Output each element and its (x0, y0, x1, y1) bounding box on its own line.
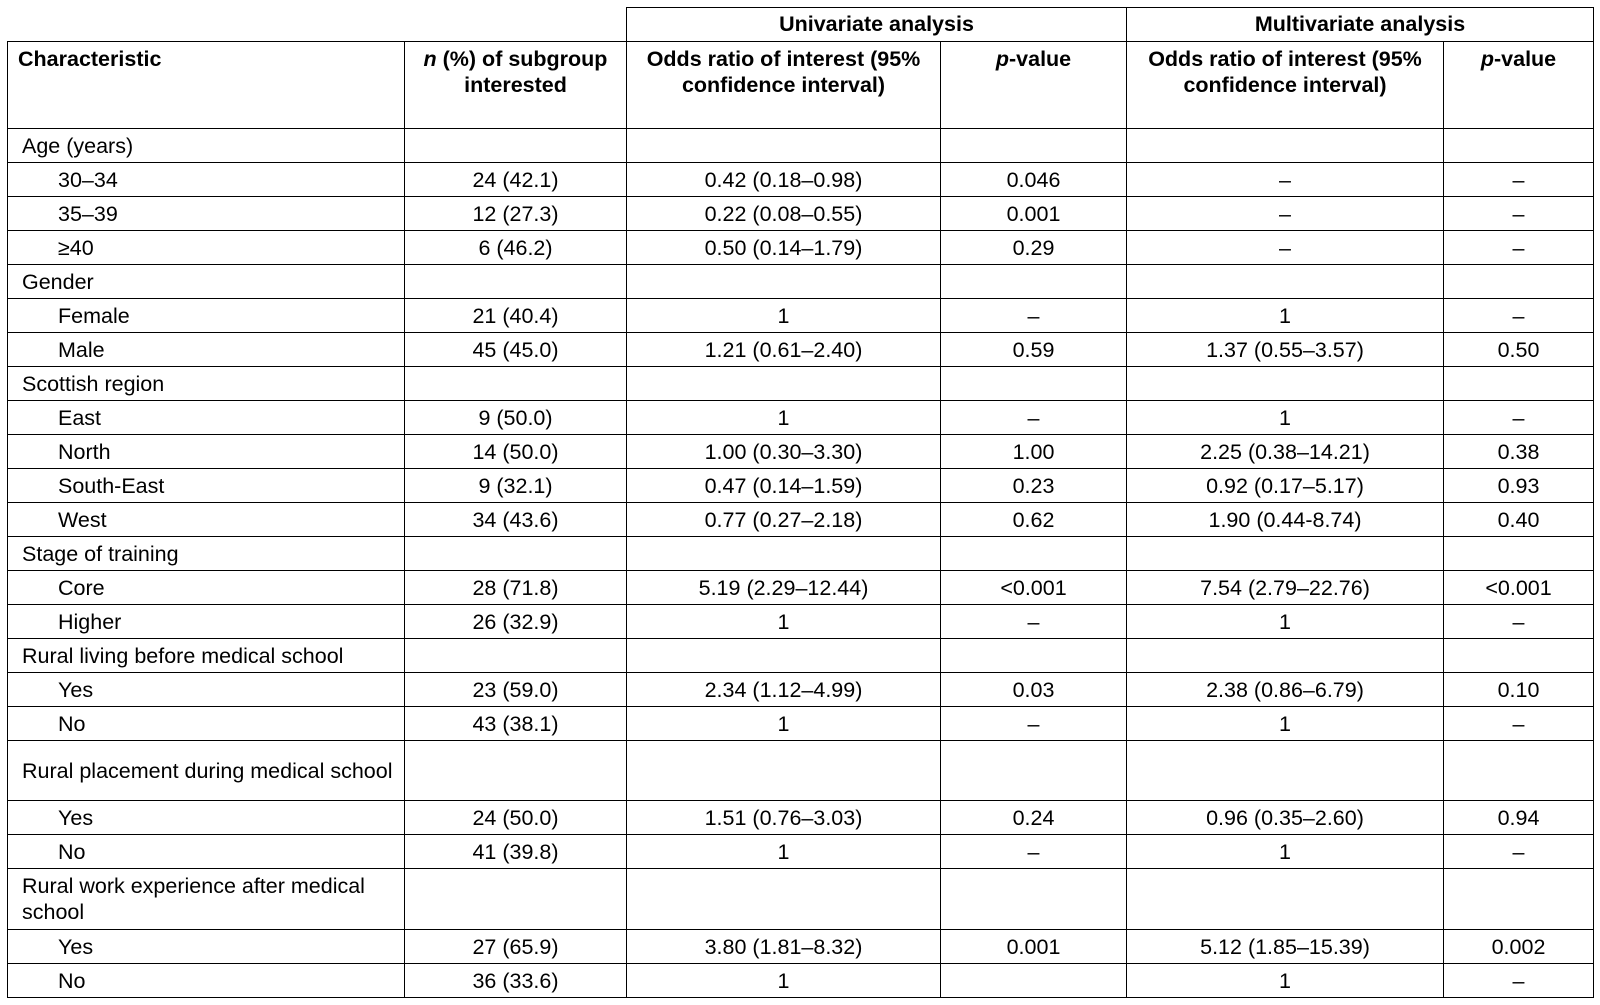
p-multi-cell (1444, 367, 1594, 401)
group-header-row (8, 8, 1594, 42)
p-uni-cell (941, 964, 1127, 998)
p-multi-cell (1444, 869, 1594, 930)
or-uni-cell (627, 367, 941, 401)
table-row (8, 435, 1594, 469)
p-uni-cell: – (941, 605, 1127, 639)
category-label: Stage of training (8, 537, 405, 571)
table-row (8, 571, 1594, 605)
or-multi-cell: 1.37 (0.55–3.57) (1127, 333, 1444, 367)
table-row-category (8, 639, 1594, 673)
table-row (8, 835, 1594, 869)
n-cell (405, 129, 627, 163)
p-multi-cell: 0.10 (1444, 673, 1594, 707)
group-header-spacer (8, 8, 627, 42)
p-multi-cell (1444, 741, 1594, 801)
p-uni-cell: 0.29 (941, 231, 1127, 265)
p-multi-cell: 0.93 (1444, 469, 1594, 503)
p-uni-cell (941, 639, 1127, 673)
or-uni-cell (627, 129, 941, 163)
or-uni-cell: 2.34 (1.12–4.99) (627, 673, 941, 707)
row-label: ≥40 (8, 231, 405, 265)
n-cell: 12 (27.3) (405, 197, 627, 231)
n-italic: n (423, 47, 437, 71)
odds-ratio-table (7, 7, 1594, 998)
odds-ratio-table-container (7, 7, 1593, 998)
p-uni-cell: 1.00 (941, 435, 1127, 469)
n-cell: 9 (50.0) (405, 401, 627, 435)
or-multi-cell: – (1127, 197, 1444, 231)
row-label: Yes (8, 801, 405, 835)
p-multi-cell (1444, 537, 1594, 571)
or-multi-cell: 5.12 (1.85–15.39) (1127, 930, 1444, 964)
n-cell: 9 (32.1) (405, 469, 627, 503)
category-label: Age (years) (8, 129, 405, 163)
p2-italic: p (1480, 47, 1494, 71)
n-cell: 24 (42.1) (405, 163, 627, 197)
table-row-category (8, 869, 1594, 930)
p-multi-cell: – (1444, 231, 1594, 265)
p-uni-cell (941, 869, 1127, 930)
p-uni-cell: – (941, 835, 1127, 869)
p-rest: -value (1009, 47, 1072, 71)
n-cell (405, 265, 627, 299)
n-cell (405, 367, 627, 401)
n-cell (405, 869, 627, 930)
n-cell: 41 (39.8) (405, 835, 627, 869)
p-multi-cell (1444, 639, 1594, 673)
table-row-category (8, 265, 1594, 299)
p-uni-cell: – (941, 707, 1127, 741)
n-cell: 6 (46.2) (405, 231, 627, 265)
or-multi-cell: 2.38 (0.86–6.79) (1127, 673, 1444, 707)
or-uni-cell: 0.50 (0.14–1.79) (627, 231, 941, 265)
or-uni-cell: 1 (627, 299, 941, 333)
univariate-or-column-header: Odds ratio of interest (95% confidence interval) (627, 42, 941, 129)
or-uni-cell: 1 (627, 605, 941, 639)
or-uni-cell: 1 (627, 401, 941, 435)
p-multi-cell: <0.001 (1444, 571, 1594, 605)
or-multi-cell (1127, 367, 1444, 401)
p-multi-cell: – (1444, 707, 1594, 741)
or-uni-cell: 3.80 (1.81–8.32) (627, 930, 941, 964)
table-row (8, 333, 1594, 367)
row-label: Female (8, 299, 405, 333)
table-row (8, 930, 1594, 964)
or-uni-cell: 1.00 (0.30–3.30) (627, 435, 941, 469)
p-uni-cell: – (941, 299, 1127, 333)
or-uni-cell: 1.51 (0.76–3.03) (627, 801, 941, 835)
univariate-group-header: Univariate analysis (627, 8, 1127, 42)
univariate-p-column-header (941, 42, 1127, 129)
row-label: No (8, 835, 405, 869)
category-label: Rural work experience after medical school (8, 869, 405, 930)
or-uni-cell (627, 537, 941, 571)
n-cell: 28 (71.8) (405, 571, 627, 605)
or-multi-cell (1127, 741, 1444, 801)
row-label: No (8, 707, 405, 741)
table-row (8, 801, 1594, 835)
p-uni-cell: 0.001 (941, 930, 1127, 964)
category-label: Scottish region (8, 367, 405, 401)
row-label: 30–34 (8, 163, 405, 197)
p-uni-cell: – (941, 401, 1127, 435)
row-label: Yes (8, 930, 405, 964)
or-uni-cell (627, 741, 941, 801)
or-multi-cell: 0.96 (0.35–2.60) (1127, 801, 1444, 835)
n-cell: 45 (45.0) (405, 333, 627, 367)
p-uni-cell: 0.23 (941, 469, 1127, 503)
row-label: Core (8, 571, 405, 605)
table-row (8, 401, 1594, 435)
p-uni-cell: 0.046 (941, 163, 1127, 197)
multivariate-group-header: Multivariate analysis (1127, 8, 1594, 42)
category-label: Rural living before medical school (8, 639, 405, 673)
p-multi-cell: – (1444, 299, 1594, 333)
table-row (8, 163, 1594, 197)
or-multi-cell: 7.54 (2.79–22.76) (1127, 571, 1444, 605)
p-multi-cell (1444, 265, 1594, 299)
n-percent-column-header (405, 42, 627, 129)
n-cell: 14 (50.0) (405, 435, 627, 469)
row-label: East (8, 401, 405, 435)
or-uni-cell: 1.21 (0.61–2.40) (627, 333, 941, 367)
p-multi-cell: 0.002 (1444, 930, 1594, 964)
table-row (8, 964, 1594, 998)
or-uni-cell: 0.42 (0.18–0.98) (627, 163, 941, 197)
or-multi-cell: – (1127, 163, 1444, 197)
p-uni-cell: <0.001 (941, 571, 1127, 605)
p-uni-cell: 0.03 (941, 673, 1127, 707)
or-multi-cell: – (1127, 231, 1444, 265)
p-multi-cell: – (1444, 605, 1594, 639)
p-uni-cell (941, 741, 1127, 801)
or-multi-cell: 2.25 (0.38–14.21) (1127, 435, 1444, 469)
p-multi-cell: – (1444, 835, 1594, 869)
row-label: West (8, 503, 405, 537)
or-multi-cell: 1 (1127, 299, 1444, 333)
p-uni-cell: 0.001 (941, 197, 1127, 231)
n-cell: 43 (38.1) (405, 707, 627, 741)
p-multi-cell: 0.38 (1444, 435, 1594, 469)
or-multi-cell (1127, 129, 1444, 163)
or-multi-cell: 1 (1127, 835, 1444, 869)
or-multi-cell (1127, 537, 1444, 571)
p-multi-cell: 0.40 (1444, 503, 1594, 537)
p-uni-cell: 0.62 (941, 503, 1127, 537)
p-uni-cell (941, 129, 1127, 163)
p-multi-cell: – (1444, 964, 1594, 998)
p-uni-cell: 0.24 (941, 801, 1127, 835)
or-uni-cell: 0.22 (0.08–0.55) (627, 197, 941, 231)
or-uni-cell: 0.47 (0.14–1.59) (627, 469, 941, 503)
table-row-category (8, 741, 1594, 801)
or-multi-cell: 1 (1127, 964, 1444, 998)
table-row (8, 299, 1594, 333)
table-row-category (8, 537, 1594, 571)
p-multi-cell: 0.50 (1444, 333, 1594, 367)
multivariate-p-column-header (1444, 42, 1594, 129)
n-cell: 34 (43.6) (405, 503, 627, 537)
table-row-category (8, 367, 1594, 401)
row-label: Higher (8, 605, 405, 639)
column-header-row (8, 42, 1594, 129)
row-label: Male (8, 333, 405, 367)
p-multi-cell: – (1444, 197, 1594, 231)
p-italic: p (995, 47, 1009, 71)
or-uni-cell: 1 (627, 707, 941, 741)
row-label: 35–39 (8, 197, 405, 231)
row-label: South-East (8, 469, 405, 503)
or-multi-cell: 1 (1127, 605, 1444, 639)
p-multi-cell (1444, 129, 1594, 163)
p-uni-cell (941, 367, 1127, 401)
table-row (8, 605, 1594, 639)
table-body (8, 129, 1594, 998)
p-multi-cell: 0.94 (1444, 801, 1594, 835)
n-rest: (%) of subgroup interested (436, 47, 608, 97)
table-row (8, 231, 1594, 265)
n-cell: 36 (33.6) (405, 964, 627, 998)
n-cell: 23 (59.0) (405, 673, 627, 707)
p-uni-cell (941, 265, 1127, 299)
table-row (8, 469, 1594, 503)
n-cell (405, 741, 627, 801)
or-multi-cell: 1 (1127, 707, 1444, 741)
or-uni-cell (627, 869, 941, 930)
category-label: Gender (8, 265, 405, 299)
row-label: No (8, 964, 405, 998)
p2-rest: -value (1494, 47, 1557, 71)
p-multi-cell: – (1444, 163, 1594, 197)
table-row (8, 503, 1594, 537)
p-uni-cell: 0.59 (941, 333, 1127, 367)
or-uni-cell: 1 (627, 964, 941, 998)
table-row (8, 707, 1594, 741)
or-multi-cell: 1.90 (0.44-8.74) (1127, 503, 1444, 537)
n-cell: 26 (32.9) (405, 605, 627, 639)
n-cell (405, 639, 627, 673)
or-multi-cell: 1 (1127, 401, 1444, 435)
p-multi-cell: – (1444, 401, 1594, 435)
n-cell: 24 (50.0) (405, 801, 627, 835)
multivariate-or-column-header: Odds ratio of interest (95% confidence interval) (1127, 42, 1444, 129)
characteristic-column-header: Characteristic (8, 42, 405, 129)
or-uni-cell (627, 265, 941, 299)
n-cell: 27 (65.9) (405, 930, 627, 964)
or-multi-cell (1127, 869, 1444, 930)
or-uni-cell: 5.19 (2.29–12.44) (627, 571, 941, 605)
row-label: North (8, 435, 405, 469)
p-uni-cell (941, 537, 1127, 571)
table-row (8, 197, 1594, 231)
or-uni-cell (627, 639, 941, 673)
or-uni-cell: 1 (627, 835, 941, 869)
n-cell: 21 (40.4) (405, 299, 627, 333)
or-uni-cell: 0.77 (0.27–2.18) (627, 503, 941, 537)
row-label: Yes (8, 673, 405, 707)
or-multi-cell (1127, 639, 1444, 673)
n-cell (405, 537, 627, 571)
table-row-category (8, 129, 1594, 163)
category-label: Rural placement during medical school (8, 741, 405, 801)
or-multi-cell: 0.92 (0.17–5.17) (1127, 469, 1444, 503)
or-multi-cell (1127, 265, 1444, 299)
table-row (8, 673, 1594, 707)
